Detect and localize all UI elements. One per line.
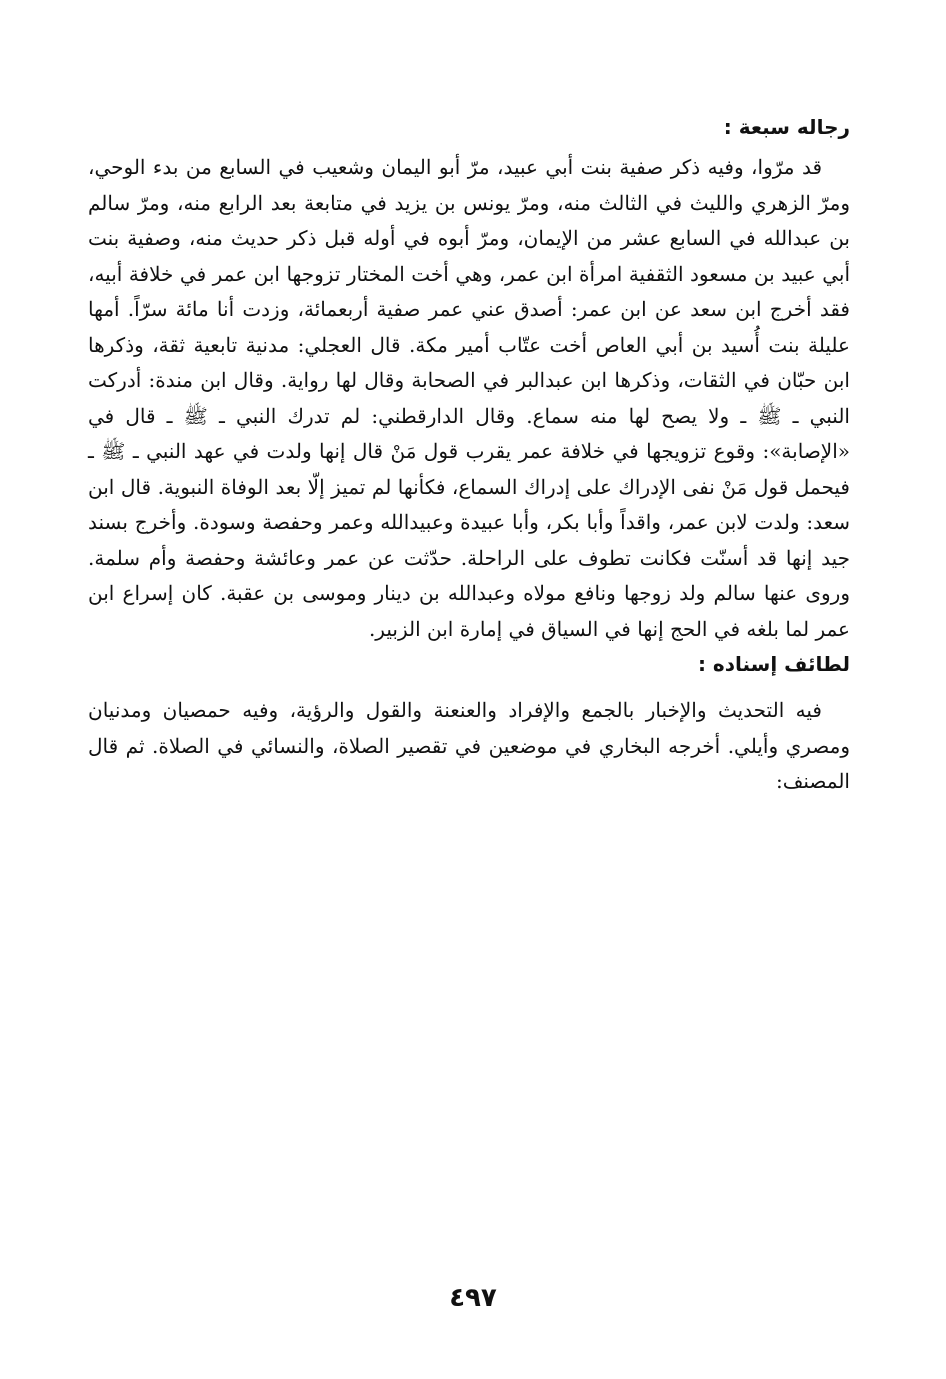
section-heading-isnad: لطائف إسناده : [697, 652, 850, 676]
section-heading-narrators: رجاله سبعة : [723, 115, 850, 139]
paragraph-isnad: فيه التحديث والإخبار بالجمع والإفراد والعنعنة والقول والرؤية، وفيه حمصيان ومدنيان ومصري وأيلي. أخرجه البخاري في موضعين في تقصير الصلاة، والنسائي في الصلاة. ثم قال المصنف: [88, 698, 850, 793]
page-number: ٤٩٧ [449, 1283, 497, 1313]
page-body [88, 112, 850, 800]
paragraph-narrators: قد مرّوا، وفيه ذكر صفية بنت أبي عبيد، مرّ أبو اليمان وشعيب في السابع من بدء الوحي، ومرّ الزهري والليث في الثالث منه، ومرّ يونس بن يزيد في متابعة بعد الرابع منه، ومرّ سالم بن عبدالله في السابع عشر من الإيمان، ومرّ أبوه في أوله قبل ذكر حديث منه، وصفية بنت أبي عبيد بن مسعود الثقفية امرأة ابن عمر، وهي أخت المختار تزوجها ابن عمر في خلافة أبيه، فقد أخرج ابن سعد عن ابن عمر: أصدق عني عمر صفية أربعمائة، وزدت أنا مائة سرّاً. أمها عليلة بنت أُسيد بن أبي العاص أخت عتّاب أمير مكة. قال العجلي: مدنية تابعية ثقة، وذكرها ابن حبّان في الثقات، وذكرها ابن عبدالبر في الصحابة وقال لها رواية. وقال ابن مندة: أدركت النبي ـ ﷺ ـ ولا يصح لها منه سماع. وقال الدارقطني: لم تدرك النبي ـ ﷺ ـ قال في «الإصابة»: وقوع تزويجها في خلافة عمر يقرب قول مَنْ قال إنها ولدت في عهد النبي ـ ﷺ ـ فيحمل قول مَنْ نفى الإدراك على إدراك السماع، فكأنها لم تميز إلّا بعد الوفاة النبوية. قال ابن سعد: ولدت لابن عمر، واقداً وأبا بكر، وأبا عبيدة وعبيدالله وعمر وحفصة وسودة. وأخرج بسند جيد إنها قد أسنّت فكانت تطوف على الراحلة. حدّثت عن عمر وعائشة وحفصة وأم سلمة. وروى عنها سالم ولد زوجها ونافع مولاه وعبدالله بن دينار وموسى بن عقبة. كان إسراع ابن عمر لما بلغه في الحج إنها في السياق في إمارة ابن الزبير. [88, 155, 850, 641]
